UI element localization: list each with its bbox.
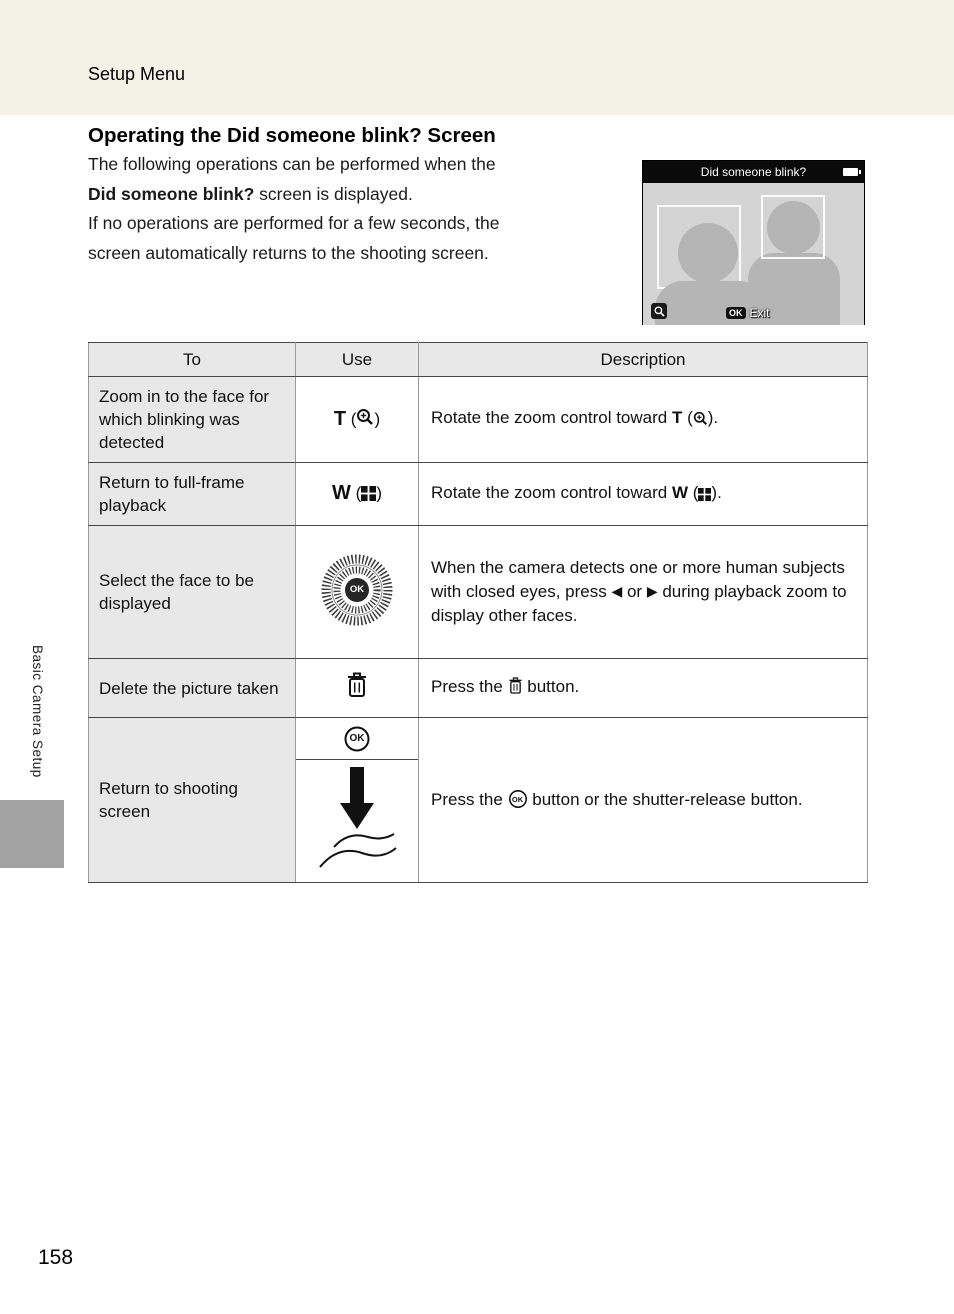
intro-line-2: Did someone blink? screen is displayed. [88, 183, 413, 204]
row3-description: When the camera detects one or more human subjects with closed eyes, press ◀ or ▶ during playback zoom to display other faces. [419, 526, 868, 659]
chapter-tab [0, 800, 64, 868]
header-description: Description [419, 343, 868, 377]
row5-to: Return to shooting screen [89, 718, 296, 883]
right-arrow-icon: ▶ [646, 582, 658, 599]
camera-screen-title: Did someone blink? [700, 165, 807, 179]
intro-paragraph [88, 150, 648, 268]
trash-icon [346, 672, 368, 704]
row1-description: Rotate the zoom control toward T ( ). [419, 377, 868, 463]
table-row [89, 377, 868, 463]
header-use: Use [296, 343, 419, 377]
row1-to: Zoom in to the face for which blinking was detected [89, 377, 296, 463]
row4-use [296, 659, 419, 718]
row1-use: T ( ) [296, 377, 419, 463]
row2-description: Rotate the zoom control toward W ( ). [419, 463, 868, 526]
row2-use: W ( ) [296, 463, 419, 526]
table-row [89, 463, 868, 526]
trash-icon [508, 677, 523, 702]
face-frame-right [761, 195, 825, 259]
table-row [89, 526, 868, 659]
table-row [89, 659, 868, 718]
left-arrow-icon: ◀ [611, 582, 623, 599]
camera-screen-exit-hint [726, 306, 770, 320]
row3-use [296, 526, 419, 659]
table-row [89, 718, 868, 883]
section-title: Operating the Did someone blink? Screen [88, 124, 496, 147]
chapter-sidebar-label: Basic Camera Setup [30, 645, 45, 778]
camera-screen-body [643, 183, 864, 325]
ok-center-label: OK [349, 584, 365, 595]
tele-zoom-label: T [333, 407, 347, 430]
shutter-release-cell [296, 760, 418, 881]
row5-use [296, 718, 419, 883]
header-band [0, 0, 954, 115]
row4-description: Press the button. [419, 659, 868, 718]
intro-line-4: screen automatically returns to the shooting screen. [88, 242, 489, 263]
camera-screen-titlebar [643, 161, 864, 183]
intro-line-1: The following operations can be performed when the [88, 154, 496, 174]
subject-head-left [678, 223, 738, 283]
zoom-indicator-icon [651, 303, 667, 319]
ok-button-cell [296, 718, 418, 760]
ok-button-icon: OK [343, 725, 371, 753]
running-header: Setup Menu [88, 64, 186, 84]
operations-table [88, 342, 868, 883]
row2-to: Return to full-frame playback [89, 463, 296, 526]
magnifier-plus-icon [356, 408, 374, 431]
row4-to: Delete the picture taken [89, 659, 296, 718]
wide-zoom-label: W [332, 482, 351, 504]
row5-description: Press the OK button or the shutter-release button. [419, 718, 868, 883]
multi-selector-icon [320, 553, 394, 627]
row3-to: Select the face to be displayed [89, 526, 296, 659]
ok-button-icon: OK [508, 789, 528, 809]
thumbnail-grid-icon [698, 484, 711, 508]
battery-icon [843, 168, 858, 176]
ok-badge: OK [726, 307, 746, 319]
page-number: 158 [38, 1246, 74, 1269]
exit-label: Exit [749, 306, 770, 320]
table-header-row [89, 343, 868, 377]
shutter-release-icon [314, 765, 400, 876]
header-to: To [89, 343, 296, 377]
thumbnail-grid-icon [361, 486, 376, 506]
magnifier-plus-icon [693, 409, 708, 433]
camera-screen-illustration [642, 160, 865, 325]
intro-line-3: If no operations are performed for a few seconds, the [88, 213, 500, 233]
